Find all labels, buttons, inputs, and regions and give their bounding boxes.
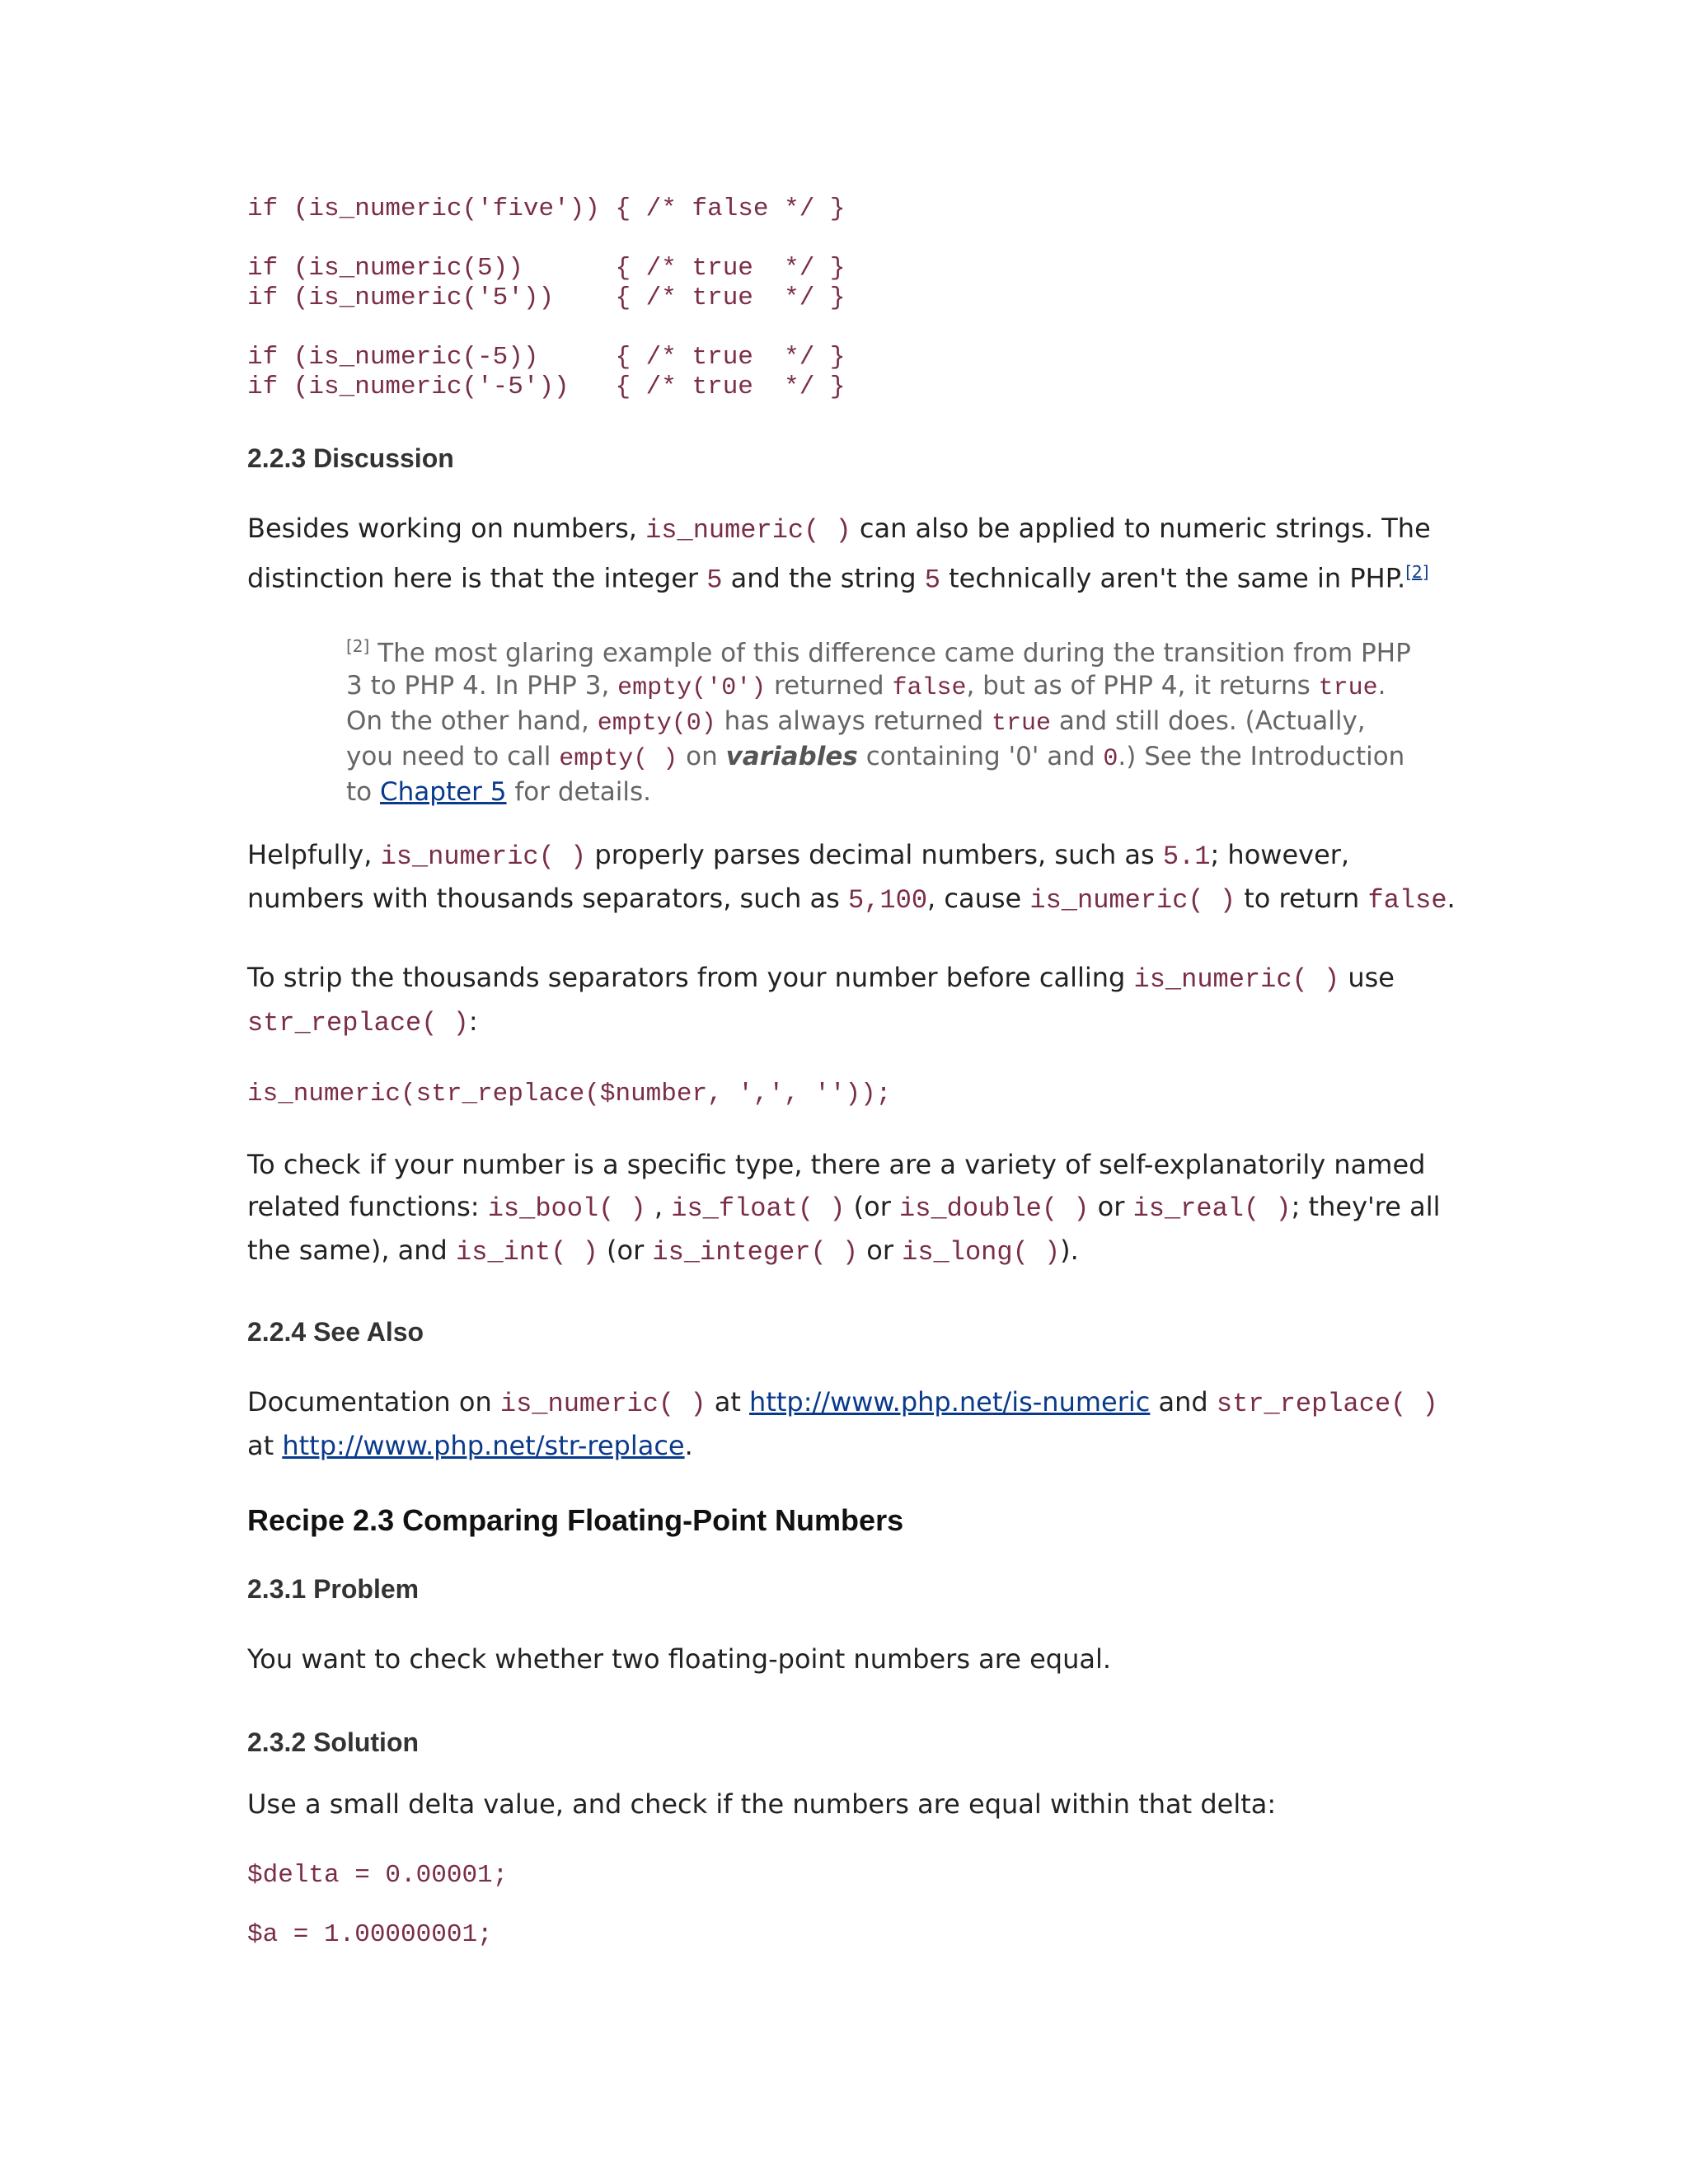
code-line: if (is_numeric('-5')) { /* true */ }: [247, 373, 846, 401]
paragraph-solution: Use a small delta value, and check if the numbers are equal within that delta:: [247, 1788, 1277, 1820]
recipe-heading: Recipe 2.3 Comparing Floating-Point Numbers: [247, 1503, 904, 1537]
code-line: if (is_numeric('5')) { /* true */ }: [247, 284, 846, 312]
section-heading-see-also: 2.2.4 See Also: [247, 1317, 424, 1347]
section-heading-problem: 2.3.1 Problem: [247, 1574, 420, 1604]
chapter-5-link[interactable]: Chapter 5: [379, 777, 507, 808]
code-line: is_numeric(str_replace($number, ',', ''));: [247, 1080, 892, 1108]
paragraph-problem: You want to check whether two floating-point numbers are equal.: [247, 1643, 1112, 1675]
paragraph-discussion-3: To strip the thousands separators from your number before calling is_numeric( ) use str_replace( ):: [247, 962, 1395, 1038]
paragraph-discussion-1: Besides working on numbers, is_numeric( ) can also be applied to numeric strings. The distinction here is that the integer 5 and the string 5 technically aren't the same in PHP.[2]: [247, 513, 1431, 596]
footnote: [2] The most glaring example of this difference came during the transition from PHP 3 to PHP 4. In PHP 3, empty('0') returned false, but as of PHP 4, it returns true. On the other hand, empty(0) has always returned true and still does. (Actually, you need to call empty( ) on variables containing '0' and 0.) See the Introduction to Chapter 5 for details.: [346, 636, 1411, 808]
code-line: if (is_numeric(5)) { /* true */ }: [247, 254, 846, 283]
code-line: $delta = 0.00001;: [247, 1861, 509, 1890]
is-numeric-doc-link[interactable]: http://www.php.net/is-numeric: [749, 1386, 1151, 1418]
code-line: if (is_numeric('five')) { /* false */ }: [247, 194, 846, 223]
footnote-ref-link[interactable]: [2]: [1405, 562, 1429, 582]
paragraph-see-also: Documentation on is_numeric( ) at http://www.php.net/is-numeric and str_replace( ) at http://www.php.net/str-replace.: [247, 1386, 1438, 1461]
code-line: $a = 1.00000001;: [247, 1920, 493, 1949]
paragraph-discussion-4: To check if your number is a specific type, there are a variety of self-explanatorily named related functions: is_bool( ) , is_float( ) (or is_double( ) or is_real( ); they're all the same), and is_int( ) (or is_integer( ) or is_long( )).: [247, 1149, 1441, 1268]
str-replace-doc-link[interactable]: http://www.php.net/str-replace: [282, 1430, 685, 1461]
section-heading-discussion: 2.2.3 Discussion: [247, 443, 454, 473]
footnote-mark: [2]: [346, 636, 370, 656]
paragraph-discussion-2: Helpfully, is_numeric( ) properly parses decimal numbers, such as 5.1; however, numbers with thousands separators, such as 5,100, cause is_numeric( ) to return false.: [247, 839, 1456, 916]
section-heading-solution: 2.3.2 Solution: [247, 1727, 420, 1757]
code-line: if (is_numeric(-5)) { /* true */ }: [247, 343, 846, 372]
